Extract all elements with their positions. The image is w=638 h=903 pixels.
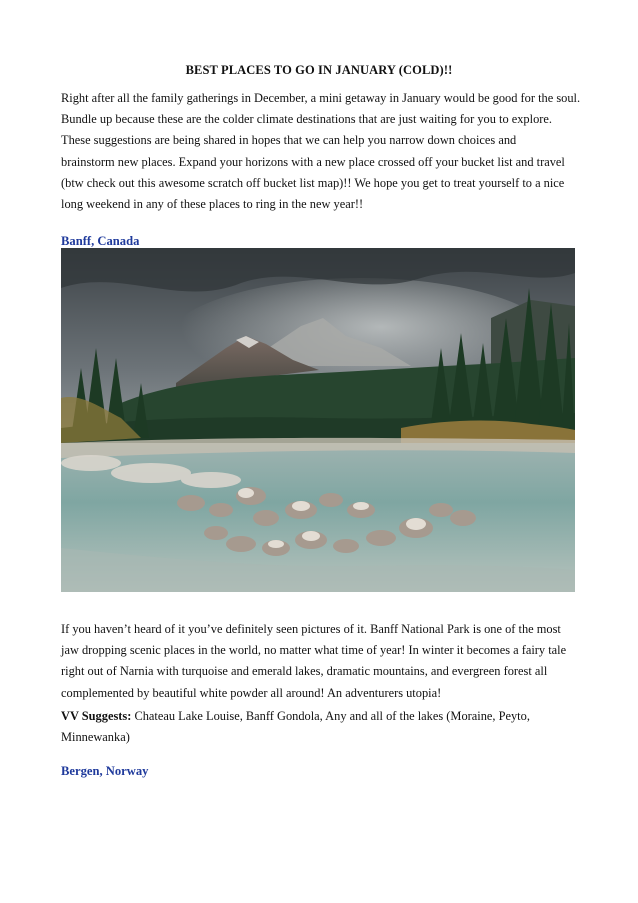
intro-line: (btw check out this awesome scratch off bucket list map)!! We hope you get to treat yourself to a nice [61, 175, 565, 190]
suggest-label: VV Suggests: [61, 709, 132, 723]
document-title: BEST PLACES TO GO IN JANUARY (COLD)!! [185, 63, 453, 77]
intro-line: Bundle up because these are the colder climate destinations that are just waiting for you to explore. [61, 112, 552, 127]
suggest-line [61, 706, 583, 727]
body-line: jaw dropping scenic places in the world, no matter what time of year! In winter it becomes a fairy tale [61, 643, 567, 658]
section-heading-banff: Banff, Canada [61, 234, 140, 248]
body-line: If you haven’t heard of it you’ve definitely seen pictures of it. Banff National Park is one of the most [61, 622, 561, 636]
section-heading-bergen: Bergen, Norway [61, 764, 149, 778]
intro-line: Right after all the family gatherings in December, a mini getaway in January would be good for the soul. [61, 91, 581, 105]
intro-line: These suggestions are being shared in hopes that we can help you narrow down choices and [61, 133, 517, 148]
body-line: right out of Narnia with turquoise and emerald lakes, dramatic mountains, and evergreen forest all [61, 664, 548, 679]
suggest-text: Chateau Lake Louise, Banff Gondola, Any and all of the lakes (Moraine, Peyto, [131, 709, 530, 723]
banff-suggestions [61, 706, 583, 748]
banff-landscape-photo [61, 248, 575, 592]
intro-paragraph [61, 88, 583, 215]
intro-line: brainstorm new places. Expand your horizons with a new place crossed off your bucket list and travel [61, 154, 565, 169]
banff-description [61, 619, 583, 704]
intro-line: long weekend in any of these places to ring in the new year!! [61, 197, 364, 212]
body-line: complemented by beautiful white powder all around! An adventurers utopia! [61, 685, 442, 700]
suggest-line: Minnewanka) [61, 730, 130, 745]
